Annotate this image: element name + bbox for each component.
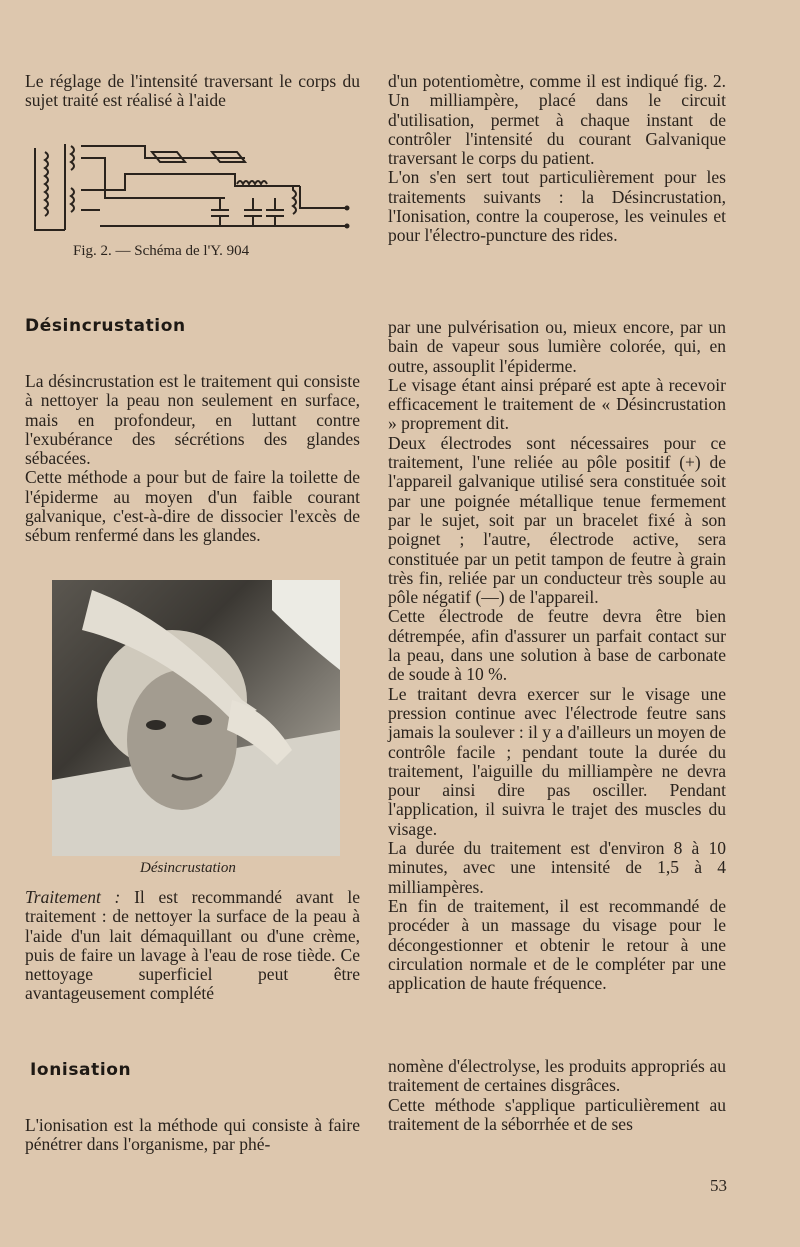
traitement-label: Traitement : — [25, 887, 121, 907]
right-middle-paragraph-3: Deux électrodes sont nécessaires pour ce traitement, l'une reliée au pôle positif (+) de l'appareil galvanique utilisé sera constituée soit par une poignée métallique tenue fermement par le sujet, soit par un bracelet fixé à son poignet ; l'autre, électrode active, sera constituée par un petit tampon de feutre à grain très fin, reliée par un conducteur très souple au pôle négatif (—) de l'appareil. — [388, 432, 726, 608]
right-bottom-paragraph-1: nomène d'électrolyse, les produits appropriés au traitement de certaines disgrâces. — [388, 1056, 726, 1096]
figure-caption: Fig. 2. — Schéma de l'Y. 904 — [73, 243, 250, 259]
right-top-paragraph-2: L'on s'en sert tout particulièrement pour les traitements suivants : la Désincrustation, l'Ionisation, contre la couperose, les veinules et pour l'électro-puncture des rides. — [388, 167, 726, 246]
right-middle-paragraph-5: Le traitant devra exercer sur le visage une pression continue avec l'électrode feutre sans jamais la soulever : il y a d'ailleurs un moyen de contrôle facile ; pendant toute la durée du traitement, l'aiguille du milliampère ne devra pour ainsi dire pas osciller. Pendant l'application, il suivra le trajet des muscles du visage. — [388, 683, 726, 839]
photo-caption: Désincrustation — [140, 860, 236, 876]
page-number: 53 — [710, 1176, 727, 1195]
desincrustation-text — [25, 372, 360, 546]
heading-desincrustation: Désincrustation — [25, 316, 186, 336]
right-bottom-paragraph-2: Cette méthode s'applique particulièrement au traitement de la séborrhée et de ses — [388, 1094, 726, 1134]
heading-ionisation: Ionisation — [30, 1060, 132, 1080]
right-middle-paragraph-2: Le visage étant ainsi préparé est apte à recevoir efficacement le traitement de « Désincrustation » proprement dit. — [388, 374, 726, 434]
treatment-photo — [52, 580, 340, 856]
desincrustation-paragraph-1: La désincrustation est le traitement qui consiste à nettoyer la peau non seulement en surface, mais en profondeur, en luttant contre l'exubérance des sécrétions des glandes sébacées. — [25, 371, 360, 469]
right-middle-paragraph-1: par une pulvérisation ou, mieux encore, par un bain de vapeur sous lumière colorée, qui, en outre, assouplit l'épiderme. — [388, 317, 726, 376]
intro-paragraph: Le réglage de l'intensité traversant le corps du sujet traité est réalisé à l'aide — [25, 71, 360, 111]
traitement-paragraph — [25, 888, 360, 1004]
traitement-text: Il est recommandé avant le traitement : de nettoyer la surface de la peau à l'aide d'un lait démaquillant ou d'une crème, puis de faire un lavage à l'eau de rose tiède. Ce nettoyage superficiel peut être avantageusement complété — [25, 887, 361, 1004]
ionisation-paragraph: L'ionisation est la méthode qui consiste à faire pénétrer dans l'organisme, par phé- — [25, 1115, 360, 1155]
right-middle-paragraph-6: La durée du traitement est d'environ 8 à 10 minutes, avec une intensité de 1,5 à 4 milliampères. — [388, 838, 726, 897]
right-top-paragraph-1: d'un potentiomètre, comme il est indiqué fig. 2. Un milliampère, placé dans le circuit d'utilisation, permet à chaque instant de contrôler l'intensité du courant Galvanique traversant le corps du patient. — [388, 71, 726, 169]
circuit-schematic-figure — [25, 138, 355, 238]
right-middle-paragraph-4: Cette électrode de feutre devra être bien détrempée, afin d'assurer un parfait contact sur la peau, dans une solution à base de carbonate de soude à 10 %. — [388, 606, 726, 685]
desincrustation-paragraph-2: Cette méthode a pour but de faire la toilette de l'épiderme au moyen d'un faible courant galvanique, c'est-à-dire de dissocier l'excès de sébum renfermé dans les glandes. — [25, 467, 360, 546]
right-middle-paragraph-7: En fin de traitement, il est recommandé de procéder à un massage du visage pour le décongestionner et obtenir le retour à une circulation normale et de le compléter par une application de haute fréquence. — [388, 895, 726, 994]
right-top-text — [388, 72, 726, 246]
right-bottom-text — [388, 1057, 726, 1134]
right-middle-text — [388, 318, 726, 993]
